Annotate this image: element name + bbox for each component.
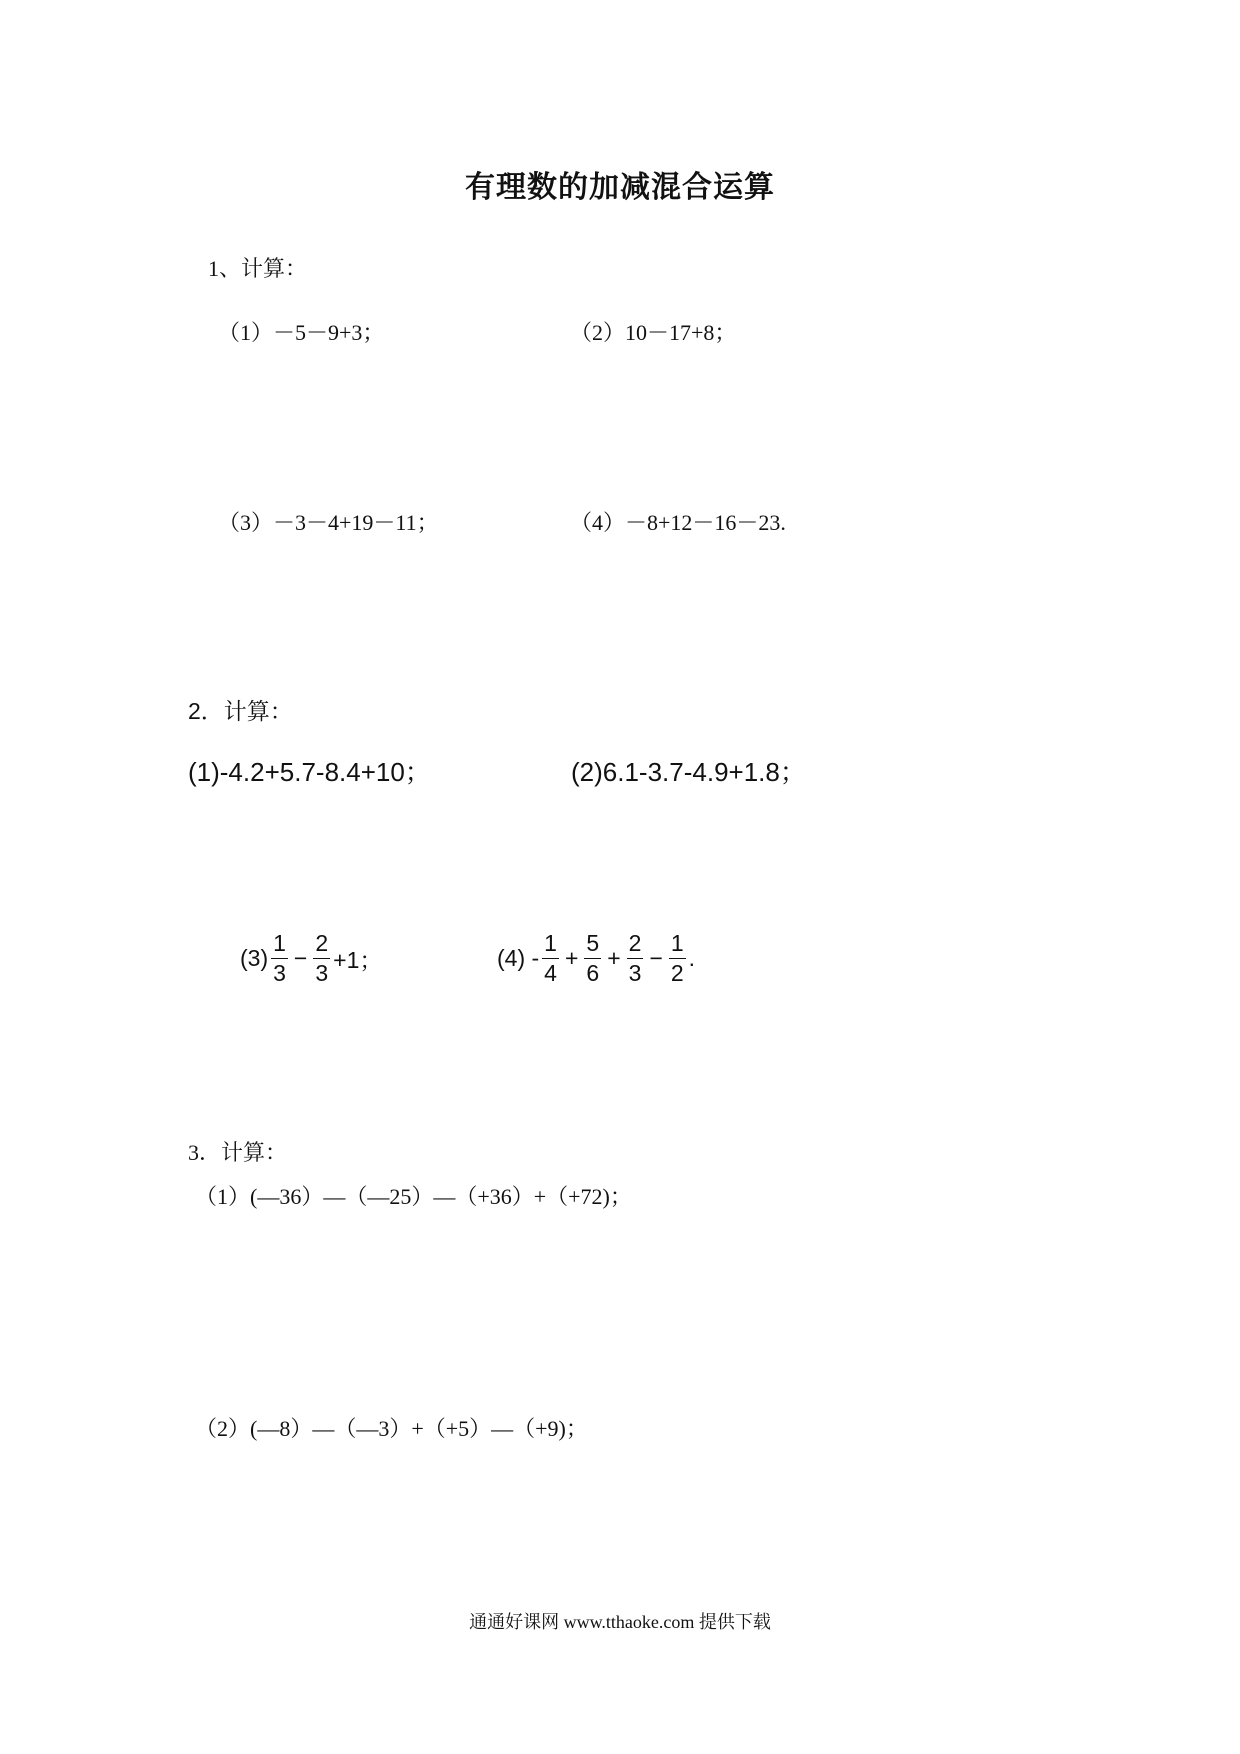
section2-heading: 2．计算：: [188, 698, 293, 724]
page-title: 有理数的加减混合运算: [465, 170, 775, 205]
fraction: $\frac{2}{3}$: [628, 930, 642, 986]
item3-label: (3): [240, 945, 269, 971]
operator: −: [293, 945, 308, 971]
fraction: $\frac{1}{4}$: [544, 930, 557, 986]
section2-item-1: (1)-4.2+5.7-8.4+10；: [188, 757, 431, 787]
fraction: $\frac{1}{2}$: [670, 930, 684, 986]
fraction: $\frac{5}{6}$: [586, 930, 600, 986]
section2-item-3: [240, 932, 382, 985]
section2-item-4: [497, 932, 695, 985]
item4-tail: .: [688, 945, 696, 971]
operator: +: [607, 945, 621, 971]
section1-item-3: （3）－3－4+19－11；: [218, 510, 439, 535]
operator: +: [564, 945, 579, 971]
section1-item-1: （1）－5－9+3；: [218, 320, 385, 345]
section2-item-2: (2)6.1-3.7-4.9+1.8；: [571, 757, 806, 787]
section3-heading: 3．计算：: [188, 1140, 288, 1165]
page-footer: 通通好课网 www.tthaoke.com 提供下载: [469, 1612, 771, 1632]
operator: −: [649, 945, 663, 971]
fraction: $\frac{1}{3}$: [273, 930, 286, 986]
section3-item-2: （2）(—8）—（—3）+（+5）—（+9)；: [195, 1416, 588, 1441]
fraction: $\frac{2}{3}$: [315, 930, 329, 986]
section1-item-4: （4）－8+12－16－23.: [570, 510, 786, 535]
section3-item-1: （1）(—36）—（—25）—（+36）+（+72)；: [195, 1184, 632, 1209]
section1-item-2: （2）10－17+8；: [570, 320, 737, 345]
section1-heading: 1、计算：: [208, 256, 308, 281]
item3-tail: +1；: [333, 947, 383, 973]
item4-label: (4) -: [497, 945, 540, 971]
